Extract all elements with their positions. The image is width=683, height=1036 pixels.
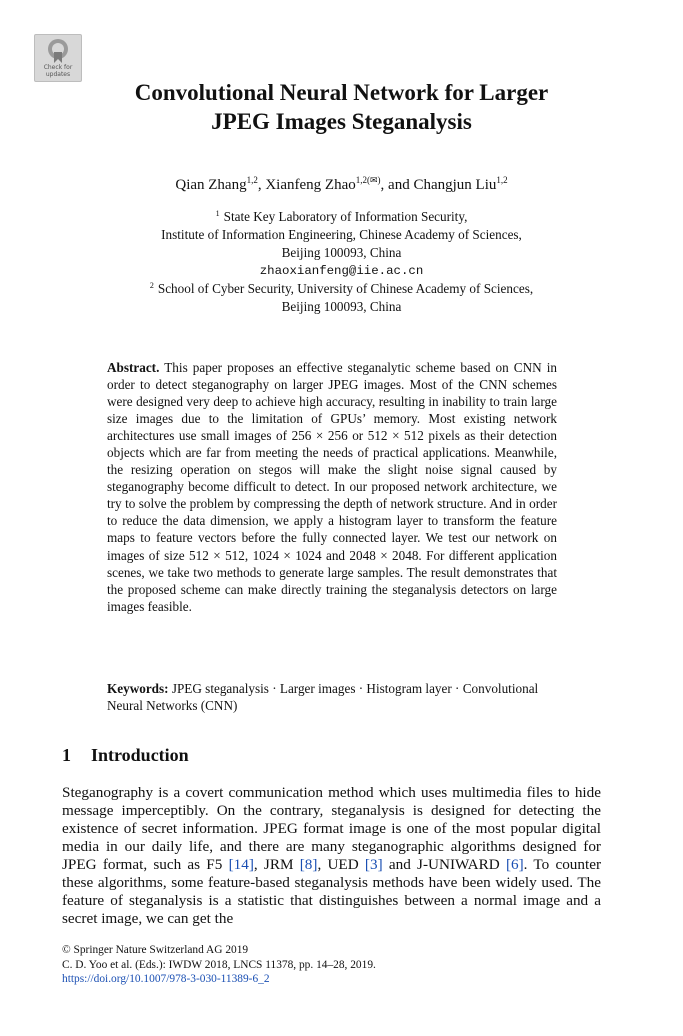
abstract-label: Abstract. [107, 360, 160, 375]
keywords-text: JPEG steganalysis · Larger images · Histogram layer · Convolutional Neural Networks (CNN) [107, 681, 539, 713]
section-title: Introduction [91, 745, 189, 765]
page-footer [62, 943, 376, 987]
abstract [107, 359, 557, 615]
citation-link[interactable]: [3] [364, 855, 383, 873]
author-email[interactable]: zhaoxianfeng@iie.ac.cn [259, 264, 424, 278]
bookmark-ribbon-icon [45, 38, 71, 64]
title-line1: Convolutional Neural Network for Larger [134, 80, 549, 105]
keywords [107, 680, 557, 714]
affiliation-mark: 1 [215, 209, 220, 218]
citation-line: C. D. Yoo et al. (Eds.): IWDW 2018, LNCS 11378, pp. 14–28, 2019. [62, 958, 376, 971]
copyright-line: © Springer Nature Switzerland AG 2019 [62, 944, 249, 956]
citation-link[interactable]: [8] [299, 855, 318, 873]
citation-link[interactable]: [14] [228, 855, 254, 873]
affiliation-2-line1: $^2$ School of Cyber Security, University of Chinese Academy of Sciences, [149, 281, 534, 296]
section-heading [62, 743, 189, 767]
section-number: 1 [62, 745, 71, 765]
doi-link[interactable]: https://doi.org/10.1007/978-3-030-11389-6_2 [62, 973, 270, 985]
affiliation-1-line2: Institute of Information Engineering, Chinese Academy of Sciences, [161, 227, 522, 242]
citation-link[interactable]: [6] [505, 855, 524, 873]
author-name: Qian Zhang [175, 177, 247, 193]
author-affiliation-mark: 1,2(✉) [355, 175, 381, 185]
affiliation-mark: 2 [149, 281, 154, 290]
affiliation-1-line3: Beijing 100093, China [281, 245, 402, 260]
affiliation-2-line2: Beijing 100093, China [281, 299, 402, 314]
abstract-text: This paper proposes an effective steganalytic scheme based on CNN in order to detect steganography on larger JPEG images. Most of the CNN schemes were designed very deep to achieve high accuracy, resulting in inability to train large size images due to the limitation of GPUs’ memory. Most existing network architectures use small images of 256 × 256 or 512 × 512 pixels as their detection objects which are far from meeting the needs of practical applications. Meanwhile, the resizing operation on stegos will make the slight noise signal caused by steganography become difficult to detect. In our proposed network architecture, we try to solve the problem by compressing the depth of network structure. And in order to reduce the data dimension, we apply a histogram layer to transform the feature maps to feature vectors before the fully connected layer. We test our network on images of size 512 × 512, 1024 × 1024 and 2048 × 2048. For different application scenes, we take two methods to generate large samples. The result demonstrates that the proposed scheme can make directly training the steganalysis detectors on large images feasible. [107, 360, 558, 614]
paper-title [0, 78, 683, 136]
check-for-updates-badge[interactable] [34, 34, 82, 82]
title-line2: JPEG Images Steganalysis [211, 109, 472, 134]
author-list [0, 176, 683, 194]
author-affiliation-mark: 1,2 [496, 175, 508, 185]
author-name: Xianfeng Zhao [265, 177, 356, 193]
author-separator: , and [380, 177, 414, 193]
keywords-label: Keywords: [107, 681, 169, 696]
affiliation-1-line1: $^1$ State Key Laboratory of Information Security, [215, 209, 468, 224]
badge-line2: updates [45, 71, 71, 78]
badge-line1: Check for [43, 64, 73, 71]
author-separator: , [257, 177, 266, 193]
author-affiliation-mark: 1,2 [246, 175, 258, 185]
intro-paragraph: Steganography is a covert communication method which uses multimedia files to hide message imperceptibly. On the contrary, steganalysis is designed for detecting the existence of secret information. JPEG format image is one of the most popular digital media in our daily life, and there are many steganographic algorithms designed for JPEG format, such as F5 [14], JRM [8], UED [3] and J-UNIWARD [6]. To counter these algorithms, some feature-based steganalysis methods have been widely used. The feature of steganalysis is a statistic that distinguishes between a normal image and a secret image, we can get the [62, 784, 602, 927]
affiliations [0, 208, 683, 316]
author-name: Changjun Liu [413, 177, 497, 193]
